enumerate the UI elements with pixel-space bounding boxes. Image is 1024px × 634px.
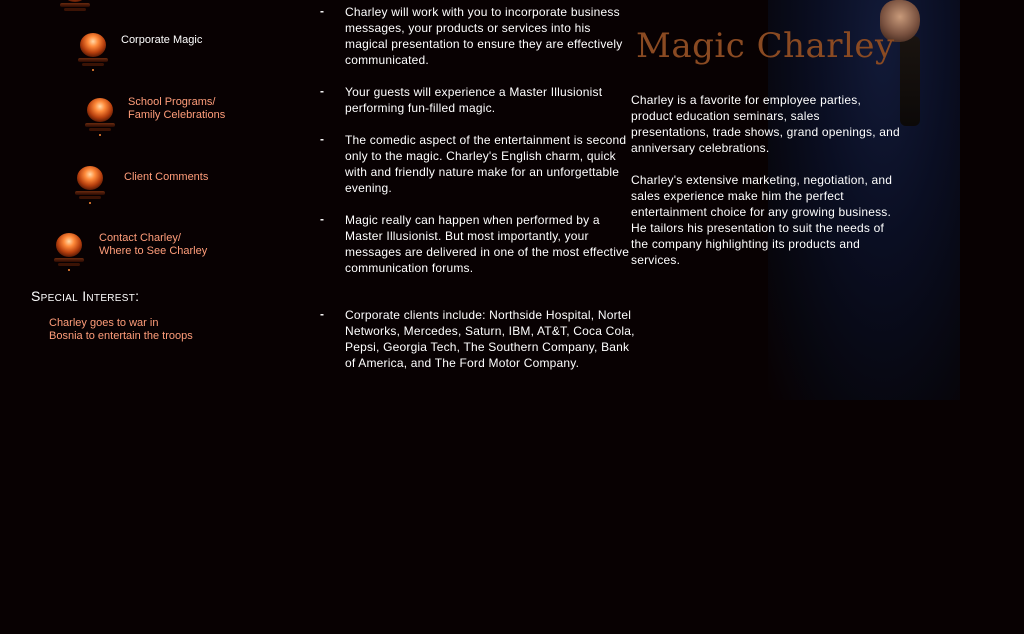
nav-label-line: Where to See Charley [99,245,208,257]
special-interest-heading: Special Interest: [31,288,140,304]
bullet-dash: - [320,307,324,321]
list-item-text: Corporate clients include: Northside Hospital, Nortel Networks, Mercedes, Saturn, IBM, AT&T, Coca Cola, Pepsi, Georgia Tech, The Southern Company, Bank of America, and The Ford Motor Company. [345,308,635,370]
intro-paragraph: Charley is a favorite for employee parties, product education seminars, sales presentations, trade shows, grand openings, and anniversary celebrations. [631,93,900,155]
brand-title: Magic Charley [636,26,895,66]
experience-paragraph: Charley's extensive marketing, negotiation, and sales experience make him the perfect entertainment choice for any growing business. He tailors his presentation to suit the needs of the company highlighting its products and services. [631,173,893,267]
link-line: Bosnia to entertain the troops [49,330,193,342]
nav-label-line: Family Celebrations [128,109,226,121]
nav-school-programs[interactable] [128,96,225,122]
orb-icon [60,0,90,22]
list-item-text: Charley will work with you to incorporate business messages, your products or services into his magical presentation to ensure they are effectively communicated. [345,5,623,67]
bullet-dash: - [320,212,324,226]
bullet-dash: - [320,84,324,98]
list-item-text: Magic really can happen when performed by a Master Illusionist. But most importantly, your messages are delivered in one of the most effective communication forums. [345,213,630,275]
link-line: Charley goes to war in [49,317,159,329]
bullet-dash: - [320,4,324,18]
sleeve-shape [900,36,920,126]
nav-corporate-magic[interactable]: Corporate Magic [121,34,203,46]
list-item-text: Your guests will experience a Master Illusionist performing fun-filled magic. [345,85,603,115]
orb-icon [78,33,108,77]
nav-client-comments[interactable]: Client Comments [124,171,209,183]
orb-icon [54,233,84,277]
bullet-dash: - [320,132,324,146]
list-item-text: The comedic aspect of the entertainment is second only to the magic. Charley's English charm, quick with and friendly nature make for an unforgettable evening. [345,133,627,195]
bosnia-link[interactable] [49,317,193,343]
orb-icon [85,98,115,142]
nav-label-line: Contact Charley/ [99,232,181,244]
nav-label-line: School Programs/ [128,96,216,108]
orb-icon [75,166,105,210]
nav-contact-charley[interactable] [99,232,207,258]
